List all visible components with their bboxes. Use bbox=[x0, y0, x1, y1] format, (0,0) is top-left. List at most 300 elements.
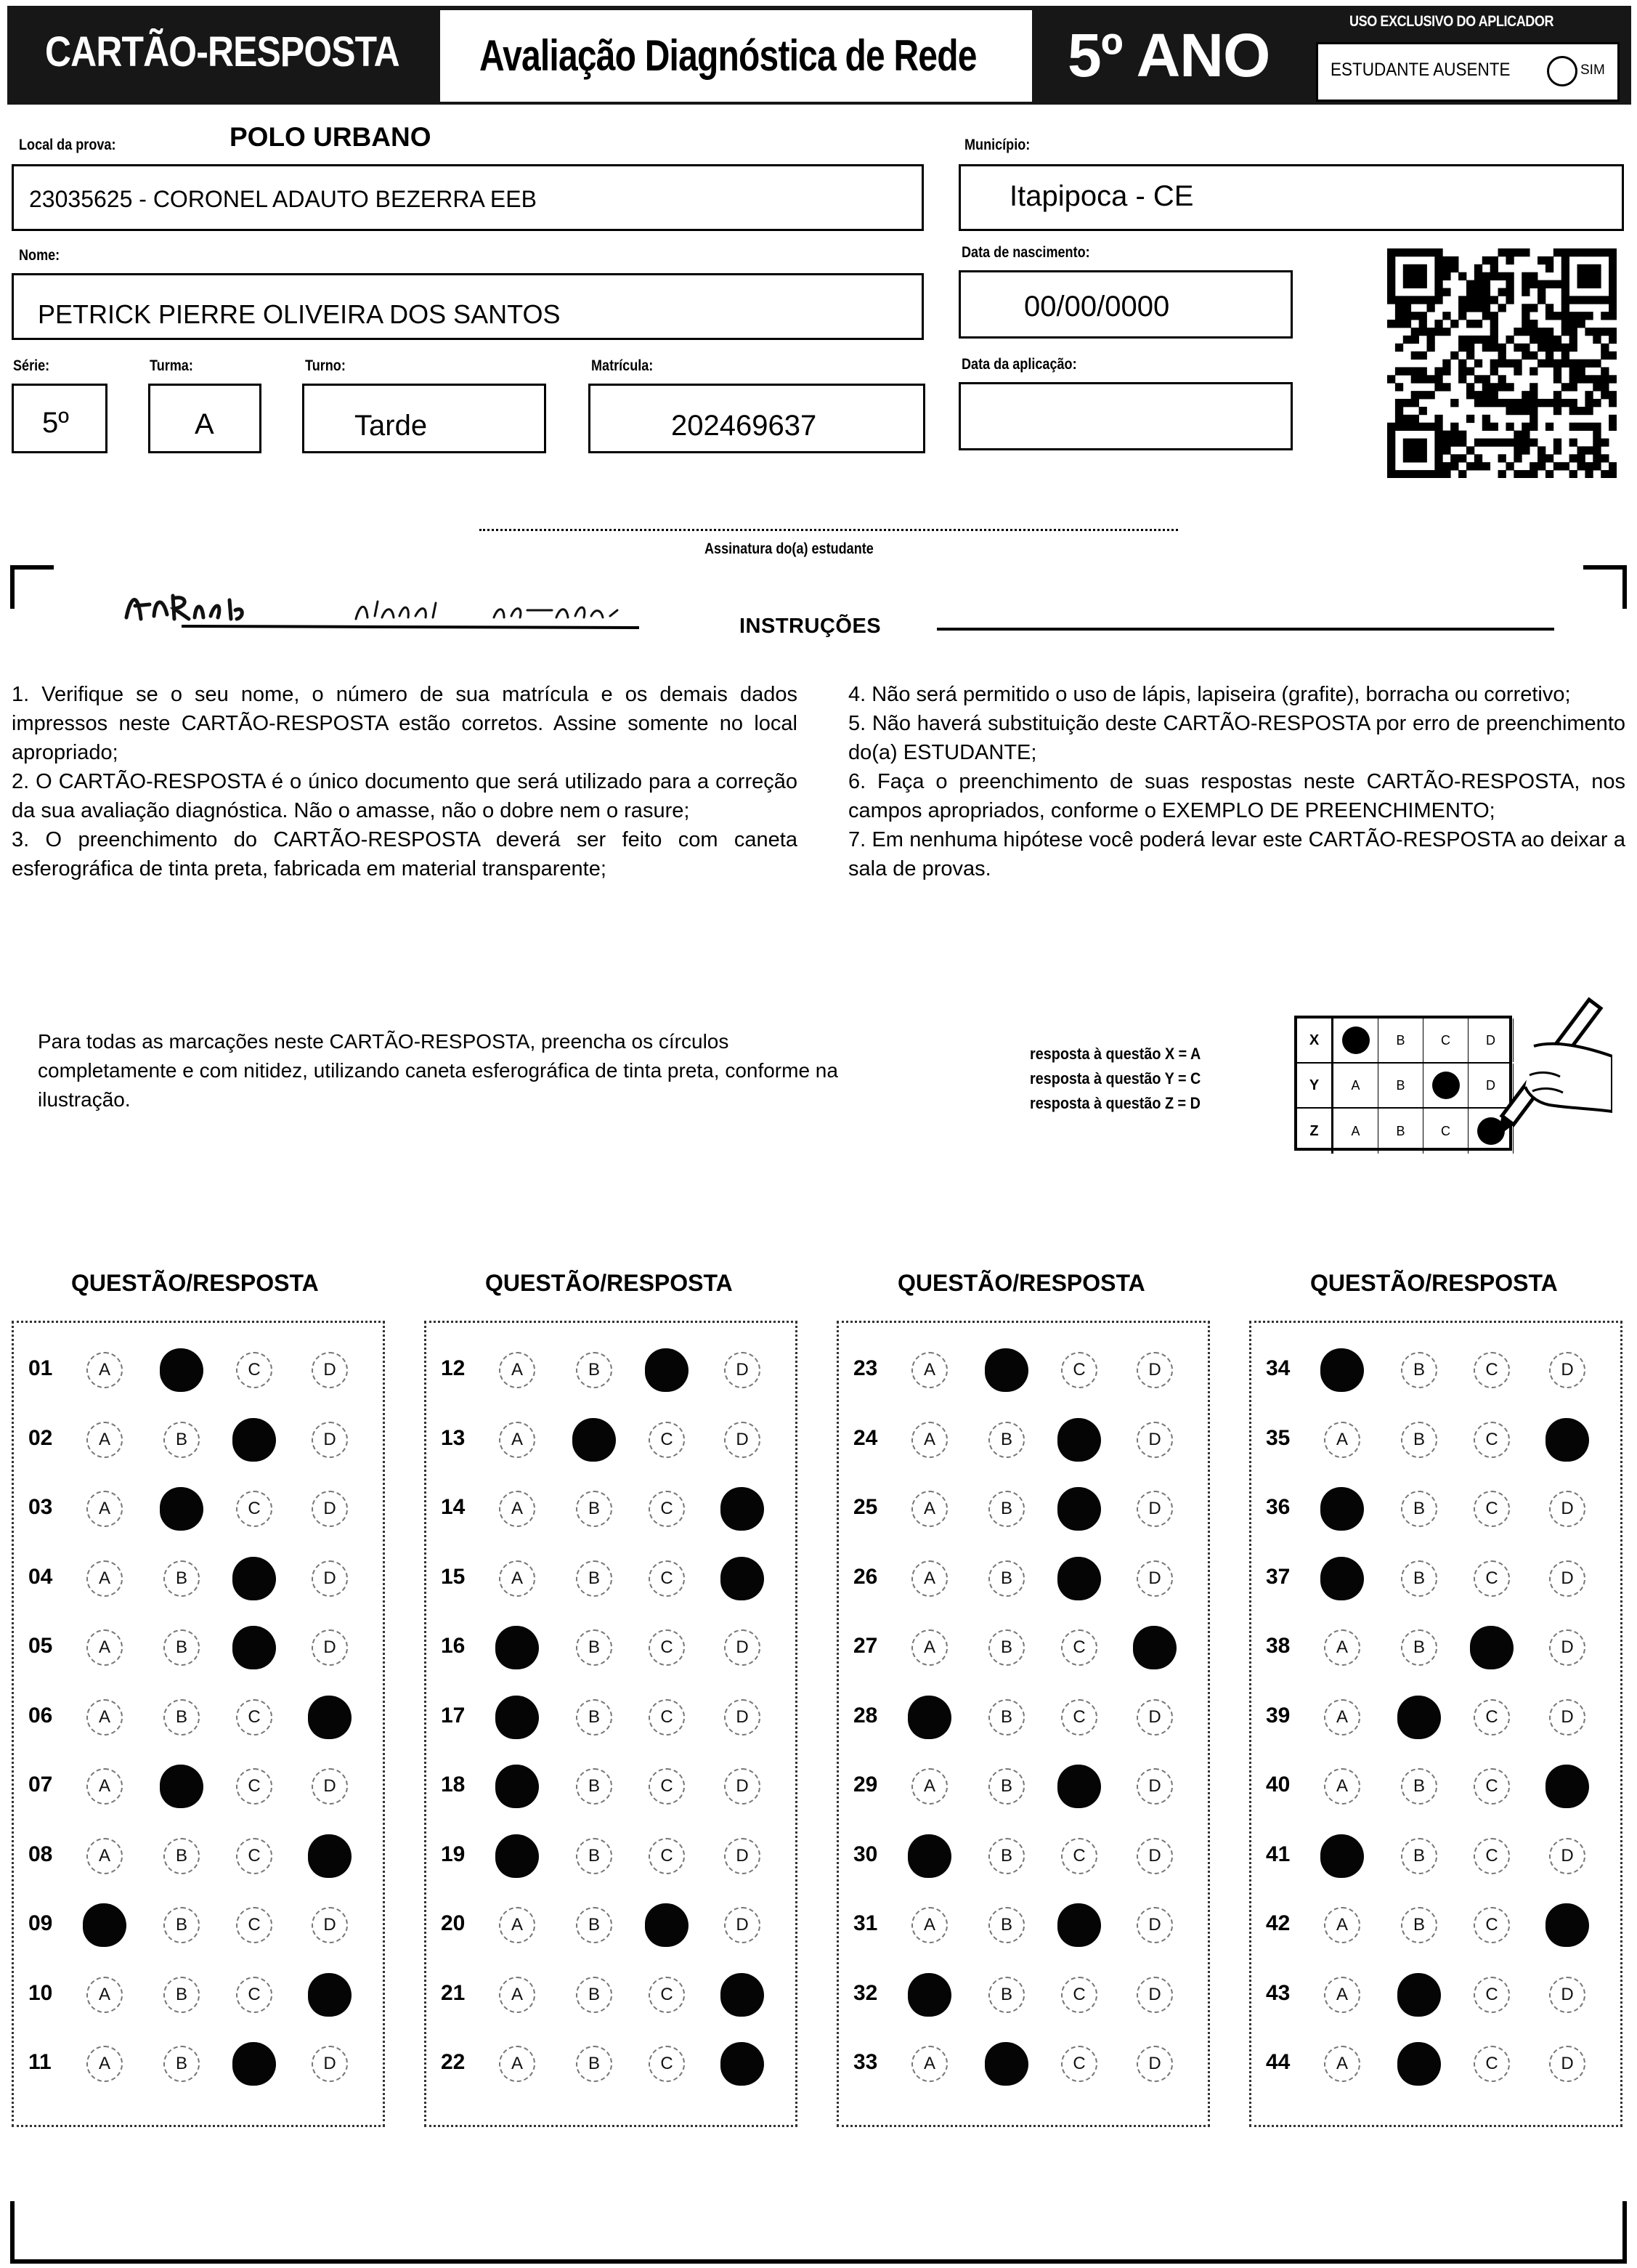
answer-bubble-b[interactable]: B bbox=[988, 1560, 1025, 1597]
answer-bubble-c[interactable]: C bbox=[649, 1560, 685, 1597]
answer-bubble-d[interactable]: D bbox=[1549, 1629, 1585, 1666]
example-question: X bbox=[1297, 1018, 1333, 1062]
example-question: Z bbox=[1297, 1109, 1333, 1154]
answer-bubble-d[interactable]: D bbox=[312, 1768, 348, 1805]
question-number: 10 bbox=[28, 1980, 53, 2005]
answer-bubble-d[interactable]: D bbox=[312, 1422, 348, 1458]
answer-bubble-c[interactable]: C bbox=[1474, 1699, 1510, 1736]
answer-bubble-b[interactable] bbox=[1397, 2042, 1441, 2086]
answer-bubble-c[interactable] bbox=[232, 1557, 276, 1600]
answer-bubble-b[interactable]: B bbox=[576, 1352, 612, 1388]
pen-hand-icon bbox=[1467, 995, 1612, 1148]
answer-bubble-c[interactable]: C bbox=[236, 1352, 272, 1388]
answer-bubble-a[interactable]: A bbox=[86, 2046, 123, 2082]
serie-label: Série: bbox=[13, 357, 50, 374]
answer-bubble-b[interactable] bbox=[1397, 1973, 1441, 2017]
answer-bubble-b[interactable]: B bbox=[576, 1977, 612, 2013]
answer-bubble-a[interactable]: A bbox=[1324, 1422, 1360, 1458]
answer-bubble-a[interactable] bbox=[495, 1696, 539, 1739]
answer-bubble-a[interactable]: A bbox=[1324, 2046, 1360, 2082]
answer-bubble-a[interactable] bbox=[1320, 1557, 1364, 1600]
example-bubble-c bbox=[1423, 1064, 1469, 1107]
question-row bbox=[1251, 1627, 1620, 1670]
answer-bubble-d[interactable]: D bbox=[724, 1629, 760, 1666]
answer-bubble-b[interactable] bbox=[985, 2042, 1028, 2086]
question-number: 20 bbox=[441, 1911, 466, 1935]
school-value: 23035625 - CORONEL ADAUTO BEZERRA EEB bbox=[29, 186, 537, 212]
answer-bubble-a[interactable]: A bbox=[499, 1907, 535, 1943]
turma-value: A bbox=[195, 408, 214, 440]
answer-bubble-c[interactable] bbox=[232, 2042, 276, 2086]
answer-bubble-b[interactable]: B bbox=[988, 1907, 1025, 1943]
answer-bubble-c[interactable] bbox=[232, 1626, 276, 1669]
answer-bubble-a[interactable]: A bbox=[499, 1422, 535, 1458]
answer-bubble-d[interactable] bbox=[720, 1973, 764, 2017]
answer-bubble-a[interactable]: A bbox=[911, 1768, 948, 1805]
answer-bubble-c[interactable]: C bbox=[649, 1629, 685, 1666]
question-number: 24 bbox=[853, 1425, 878, 1450]
answer-bubble-d[interactable] bbox=[720, 1557, 764, 1600]
answer-bubble-c[interactable]: C bbox=[1061, 1352, 1097, 1388]
question-number: 21 bbox=[441, 1980, 466, 2005]
nome-value: PETRICK PIERRE OLIVEIRA DOS SANTOS bbox=[38, 299, 561, 329]
question-block bbox=[1249, 1321, 1622, 2127]
answer-bubble-d[interactable]: D bbox=[1137, 2046, 1173, 2082]
answer-bubble-d[interactable]: D bbox=[1137, 1422, 1173, 1458]
answer-bubble-b[interactable]: B bbox=[988, 1838, 1025, 1874]
question-row bbox=[14, 1558, 383, 1601]
answer-bubble-b[interactable]: B bbox=[988, 1768, 1025, 1805]
answer-bubble-d[interactable] bbox=[308, 1973, 352, 2017]
question-row bbox=[426, 1488, 795, 1531]
example-bubble-b bbox=[1378, 1109, 1423, 1154]
answer-bubble-b[interactable]: B bbox=[1401, 1629, 1437, 1666]
answer-bubble-c[interactable]: C bbox=[236, 1907, 272, 1943]
answer-bubble-a[interactable]: A bbox=[86, 1352, 123, 1388]
instruction-item: 3. O preenchimento do CARTÃO-RESPOSTA deverá ser feito com caneta esferográfica de tinta preta, fabricada em material transparente; bbox=[12, 828, 797, 880]
question-number: 26 bbox=[853, 1564, 878, 1589]
question-row bbox=[839, 1488, 1208, 1531]
card-title: CARTÃO-RESPOSTA bbox=[45, 28, 399, 76]
example-bubble-label: D bbox=[1486, 1077, 1495, 1093]
answer-bubble-a[interactable]: A bbox=[499, 2046, 535, 2082]
instruction-item: 5. Não haverá substituição deste CARTÃO-RESPOSTA por erro de preenchimento do(a) ESTUDANTE; bbox=[848, 712, 1625, 764]
answer-bubble-b[interactable]: B bbox=[163, 2046, 200, 2082]
answer-bubble-a[interactable] bbox=[1320, 1348, 1364, 1392]
answer-bubble-a[interactable]: A bbox=[1324, 1629, 1360, 1666]
question-row bbox=[426, 1904, 795, 1948]
question-row bbox=[839, 1974, 1208, 2017]
answer-bubble-c[interactable] bbox=[1470, 1626, 1514, 1669]
signature-line bbox=[479, 529, 1178, 531]
answer-bubble-b[interactable] bbox=[572, 1418, 616, 1462]
answer-bubble-c[interactable]: C bbox=[1474, 1352, 1510, 1388]
question-row bbox=[839, 1349, 1208, 1393]
question-row bbox=[426, 1765, 795, 1809]
answer-bubble-b[interactable]: B bbox=[988, 1629, 1025, 1666]
question-block bbox=[12, 1321, 385, 2127]
nascimento-value: 00/00/0000 bbox=[1024, 291, 1170, 323]
question-row bbox=[839, 1558, 1208, 1601]
question-number: 36 bbox=[1266, 1495, 1291, 1519]
example-line-z: resposta à questão Z = D bbox=[1030, 1094, 1201, 1112]
answer-bubble-a[interactable] bbox=[908, 1973, 951, 2017]
answer-bubble-b[interactable]: B bbox=[576, 1768, 612, 1805]
question-row bbox=[426, 1974, 795, 2017]
answer-bubble-c[interactable]: C bbox=[1474, 1907, 1510, 1943]
question-number: 35 bbox=[1266, 1425, 1291, 1450]
answer-bubble-c[interactable]: C bbox=[1474, 1491, 1510, 1527]
frame-corner-top-left bbox=[10, 565, 54, 609]
question-row bbox=[839, 1696, 1208, 1740]
example-bubble-label: A bbox=[1351, 1123, 1360, 1138]
example-bubble-label: C bbox=[1441, 1123, 1450, 1138]
example-line-y: resposta à questão Y = C bbox=[1030, 1069, 1201, 1088]
question-row bbox=[1251, 1765, 1620, 1809]
answer-bubble-a[interactable]: A bbox=[86, 1838, 123, 1874]
answer-bubble-a[interactable]: A bbox=[1324, 1768, 1360, 1805]
question-number: 01 bbox=[28, 1356, 53, 1380]
question-row bbox=[14, 1765, 383, 1809]
question-row bbox=[14, 1974, 383, 2017]
answer-bubble-b[interactable]: B bbox=[988, 1422, 1025, 1458]
answer-bubble-d[interactable]: D bbox=[1137, 1838, 1173, 1874]
answer-bubble-d[interactable]: D bbox=[1137, 1699, 1173, 1736]
turno-value: Tarde bbox=[354, 410, 428, 442]
answer-bubble-a[interactable]: A bbox=[86, 1422, 123, 1458]
answer-bubble-d[interactable] bbox=[1133, 1626, 1177, 1669]
answer-bubble-b[interactable]: B bbox=[163, 1629, 200, 1666]
question-number: 41 bbox=[1266, 1842, 1291, 1866]
answer-bubble-d[interactable]: D bbox=[724, 1838, 760, 1874]
answer-bubble-c[interactable]: C bbox=[236, 1491, 272, 1527]
answer-bubble-c[interactable] bbox=[1057, 1765, 1101, 1808]
answer-bubble-c[interactable]: C bbox=[649, 2046, 685, 2082]
answer-bubble-d[interactable]: D bbox=[1549, 1699, 1585, 1736]
example-bubble-c bbox=[1423, 1018, 1469, 1062]
answer-bubble-d[interactable] bbox=[308, 1834, 352, 1878]
answer-bubble-b[interactable] bbox=[985, 1348, 1028, 1392]
answer-bubble-b[interactable]: B bbox=[163, 1560, 200, 1597]
instruction-item: 7. Em nenhuma hipótese você poderá levar este CARTÃO-RESPOSTA ao deixar a sala de provas. bbox=[848, 828, 1625, 880]
local-value: POLO URBANO bbox=[229, 122, 431, 152]
answer-bubble-b[interactable]: B bbox=[1401, 1352, 1437, 1388]
question-row bbox=[839, 1835, 1208, 1879]
answer-bubble-c[interactable] bbox=[1057, 1418, 1101, 1462]
answer-bubble-d[interactable]: D bbox=[1137, 1560, 1173, 1597]
answer-bubble-d[interactable]: D bbox=[1549, 2046, 1585, 2082]
question-number: 11 bbox=[28, 2050, 52, 2074]
answer-bubble-b[interactable]: B bbox=[576, 1629, 612, 1666]
question-number: 19 bbox=[441, 1842, 466, 1866]
answer-bubble-c[interactable]: C bbox=[236, 1977, 272, 2013]
example-bubble-label: B bbox=[1396, 1123, 1405, 1138]
question-number: 02 bbox=[28, 1425, 53, 1450]
grade-title: 5º ANO bbox=[1068, 21, 1270, 89]
question-row bbox=[14, 2043, 383, 2086]
turma-label: Turma: bbox=[150, 357, 193, 374]
question-row bbox=[14, 1627, 383, 1670]
question-number: 38 bbox=[1266, 1634, 1291, 1658]
answer-bubble-c[interactable]: C bbox=[1061, 1629, 1097, 1666]
fill-instruction-text: Para todas as marcações neste CARTÃO-RESPOSTA, preencha os círculos completamente e com nitidez, utilizando caneta esferográfica de tinta preta, conforme na ilustração. bbox=[38, 1030, 838, 1111]
answer-bubble-b[interactable]: B bbox=[576, 1560, 612, 1597]
answer-bubble-c[interactable] bbox=[1057, 1557, 1101, 1600]
answer-bubble-a[interactable]: A bbox=[86, 1491, 123, 1527]
matricula-value: 202469637 bbox=[671, 410, 817, 442]
question-row bbox=[1251, 1904, 1620, 1948]
question-number: 08 bbox=[28, 1842, 53, 1866]
question-number: 17 bbox=[441, 1703, 466, 1728]
answer-bubble-a[interactable] bbox=[495, 1626, 539, 1669]
answer-bubble-d[interactable]: D bbox=[1549, 1560, 1585, 1597]
question-row bbox=[426, 1835, 795, 1879]
answer-bubble-c[interactable]: C bbox=[236, 1768, 272, 1805]
answer-bubble-d[interactable]: D bbox=[312, 1907, 348, 1943]
answer-bubble-c[interactable]: C bbox=[1474, 1422, 1510, 1458]
answer-bubble-c[interactable]: C bbox=[1474, 1768, 1510, 1805]
question-row bbox=[426, 1558, 795, 1601]
answer-bubble-b[interactable]: B bbox=[163, 1907, 200, 1943]
answer-bubble-d[interactable]: D bbox=[312, 1560, 348, 1597]
question-number: 12 bbox=[441, 1356, 466, 1380]
answer-bubble-c[interactable]: C bbox=[1474, 1838, 1510, 1874]
answer-bubble-a[interactable] bbox=[495, 1765, 539, 1808]
answer-bubble-d[interactable] bbox=[1545, 1765, 1589, 1808]
frame-bottom bbox=[10, 2259, 1627, 2264]
answer-bubble-c[interactable]: C bbox=[236, 1838, 272, 1874]
answer-bubble-b[interactable]: B bbox=[988, 1699, 1025, 1736]
local-label: Local da prova: bbox=[19, 137, 116, 153]
answer-bubble-b[interactable]: B bbox=[163, 1838, 200, 1874]
answer-bubble-a[interactable] bbox=[908, 1834, 951, 1878]
question-number: 32 bbox=[853, 1980, 878, 2005]
answer-bubble-b[interactable]: B bbox=[576, 1699, 612, 1736]
block-header-1: QUESTÃO/RESPOSTA bbox=[71, 1270, 319, 1296]
answer-bubble-b[interactable]: B bbox=[576, 1491, 612, 1527]
answer-bubble-a[interactable]: A bbox=[86, 1768, 123, 1805]
answer-bubble-d[interactable]: D bbox=[312, 1629, 348, 1666]
answer-bubble-a[interactable]: A bbox=[86, 1699, 123, 1736]
question-number: 29 bbox=[853, 1773, 878, 1797]
answer-bubble-d[interactable]: D bbox=[724, 1352, 760, 1388]
answer-bubble-a[interactable]: A bbox=[911, 1352, 948, 1388]
answer-bubble-a[interactable]: A bbox=[86, 1629, 123, 1666]
question-row bbox=[426, 2043, 795, 2086]
answer-bubble-b[interactable]: B bbox=[988, 1491, 1025, 1527]
example-bubble-label: D bbox=[1486, 1032, 1495, 1048]
answer-bubble-d[interactable]: D bbox=[312, 1491, 348, 1527]
answer-bubble-a[interactable]: A bbox=[86, 1977, 123, 2013]
example-question: Y bbox=[1297, 1064, 1333, 1107]
question-row bbox=[14, 1349, 383, 1393]
answer-bubble-b[interactable]: B bbox=[576, 1907, 612, 1943]
instructions-rule bbox=[937, 628, 1554, 631]
answer-bubble-a[interactable]: A bbox=[499, 1352, 535, 1388]
instructions-left bbox=[12, 680, 797, 883]
answer-bubble-d[interactable] bbox=[720, 1487, 764, 1531]
answer-bubble-b[interactable]: B bbox=[163, 1977, 200, 2013]
answer-bubble-c[interactable]: C bbox=[649, 1422, 685, 1458]
answer-bubble-a[interactable]: A bbox=[86, 1560, 123, 1597]
answer-bubble-d[interactable]: D bbox=[1137, 1491, 1173, 1527]
question-number: 44 bbox=[1266, 2050, 1291, 2074]
answer-bubble-c[interactable]: C bbox=[649, 1491, 685, 1527]
answer-bubble-d[interactable]: D bbox=[1549, 1977, 1585, 2013]
answer-bubble-d[interactable]: D bbox=[1137, 1768, 1173, 1805]
question-number: 03 bbox=[28, 1495, 53, 1519]
answer-bubble-b[interactable]: B bbox=[576, 1838, 612, 1874]
question-number: 40 bbox=[1266, 1773, 1291, 1797]
answer-bubble-b[interactable]: B bbox=[1401, 1560, 1437, 1597]
question-number: 14 bbox=[441, 1495, 466, 1519]
answer-bubble-a[interactable] bbox=[1320, 1834, 1364, 1878]
question-number: 07 bbox=[28, 1773, 53, 1797]
answer-bubble-c[interactable]: C bbox=[649, 1838, 685, 1874]
absent-checkbox[interactable] bbox=[1547, 56, 1577, 86]
question-row bbox=[14, 1419, 383, 1462]
answer-bubble-a[interactable]: A bbox=[911, 1560, 948, 1597]
answer-bubble-c[interactable]: C bbox=[1474, 2046, 1510, 2082]
answer-bubble-a[interactable] bbox=[908, 1696, 951, 1739]
answer-bubble-b[interactable] bbox=[160, 1765, 203, 1808]
answer-bubble-a[interactable]: A bbox=[1324, 1699, 1360, 1736]
answer-bubble-b[interactable]: B bbox=[1401, 1838, 1437, 1874]
aplicacao-field bbox=[959, 382, 1293, 450]
answer-bubble-c[interactable] bbox=[1057, 1903, 1101, 1947]
evaluation-title: Avaliação Diagnóstica de Rede bbox=[479, 31, 977, 80]
question-row bbox=[839, 1765, 1208, 1809]
answer-bubble-a[interactable]: A bbox=[911, 1491, 948, 1527]
answer-bubble-c[interactable]: C bbox=[1061, 2046, 1097, 2082]
question-number: 06 bbox=[28, 1703, 53, 1728]
question-number: 31 bbox=[853, 1911, 878, 1935]
answer-bubble-c[interactable]: C bbox=[1061, 1838, 1097, 1874]
answer-bubble-d[interactable]: D bbox=[724, 1699, 760, 1736]
answer-bubble-b[interactable] bbox=[160, 1487, 203, 1531]
answer-bubble-a[interactable]: A bbox=[1324, 1977, 1360, 2013]
instruction-item: 1. Verifique se o seu nome, o número de sua matrícula e os demais dados impressos neste CARTÃO-RESPOSTA estão corretos. Assine somente no local apropriado; bbox=[12, 683, 797, 764]
answer-bubble-b[interactable]: B bbox=[1401, 1907, 1437, 1943]
answer-bubble-d[interactable]: D bbox=[312, 1352, 348, 1388]
signature-label: Assinatura do(a) estudante bbox=[704, 540, 874, 557]
question-row bbox=[839, 1419, 1208, 1462]
qr-code bbox=[1387, 248, 1617, 478]
answer-bubble-d[interactable]: D bbox=[1137, 1352, 1173, 1388]
question-row bbox=[14, 1835, 383, 1879]
question-number: 15 bbox=[441, 1564, 466, 1589]
answer-bubble-b[interactable]: B bbox=[1401, 1422, 1437, 1458]
answer-bubble-c[interactable] bbox=[645, 1903, 688, 1947]
answer-bubble-d[interactable]: D bbox=[1549, 1491, 1585, 1527]
answer-bubble-c[interactable] bbox=[1057, 1487, 1101, 1531]
answer-bubble-b[interactable] bbox=[1397, 1696, 1441, 1739]
answer-bubble-d[interactable] bbox=[308, 1696, 352, 1739]
question-block bbox=[424, 1321, 797, 2127]
municipio-value: Itapipoca - CE bbox=[1010, 180, 1194, 212]
answer-bubble-a[interactable]: A bbox=[499, 1977, 535, 2013]
answer-bubble-c[interactable]: C bbox=[236, 1699, 272, 1736]
answer-bubble-c[interactable]: C bbox=[1061, 1699, 1097, 1736]
answer-bubble-b[interactable]: B bbox=[163, 1422, 200, 1458]
serie-value: 5º bbox=[42, 407, 69, 439]
answer-bubble-c[interactable]: C bbox=[649, 1768, 685, 1805]
answer-bubble-a[interactable]: A bbox=[1324, 1907, 1360, 1943]
answer-bubble-c[interactable]: C bbox=[649, 1699, 685, 1736]
answer-bubble-d[interactable]: D bbox=[1549, 1352, 1585, 1388]
instruction-item: 4. Não será permitido o uso de lápis, lapiseira (grafite), borracha ou corretivo; bbox=[848, 683, 1571, 706]
answer-bubble-a[interactable]: A bbox=[499, 1491, 535, 1527]
question-row bbox=[1251, 1488, 1620, 1531]
answer-bubble-d[interactable]: D bbox=[724, 1907, 760, 1943]
answer-bubble-d[interactable]: D bbox=[1137, 1907, 1173, 1943]
question-number: 16 bbox=[441, 1634, 466, 1658]
answer-bubble-b[interactable]: B bbox=[1401, 1491, 1437, 1527]
answer-bubble-a[interactable] bbox=[83, 1903, 126, 1947]
answer-bubble-c[interactable] bbox=[645, 1348, 688, 1392]
question-number: 13 bbox=[441, 1425, 466, 1450]
answer-bubble-d[interactable]: D bbox=[724, 1768, 760, 1805]
question-block bbox=[837, 1321, 1210, 2127]
example-bubble-c bbox=[1423, 1109, 1469, 1154]
question-number: 34 bbox=[1266, 1356, 1291, 1380]
answer-bubble-c[interactable]: C bbox=[649, 1977, 685, 2013]
answer-bubble-d[interactable] bbox=[720, 2042, 764, 2086]
frame-corner-top-right bbox=[1583, 565, 1627, 609]
answer-bubble-d[interactable] bbox=[1545, 1903, 1589, 1947]
answer-bubble-c[interactable] bbox=[232, 1418, 276, 1462]
example-bubble-b bbox=[1378, 1018, 1423, 1062]
answer-bubble-a[interactable] bbox=[495, 1834, 539, 1878]
question-number: 23 bbox=[853, 1356, 878, 1380]
question-number: 30 bbox=[853, 1842, 878, 1866]
question-number: 04 bbox=[28, 1564, 53, 1589]
example-line-x: resposta à questão X = A bbox=[1030, 1045, 1201, 1063]
answer-bubble-d[interactable]: D bbox=[312, 2046, 348, 2082]
answer-bubble-a[interactable]: A bbox=[911, 1629, 948, 1666]
question-row bbox=[1251, 1835, 1620, 1879]
block-header-4: QUESTÃO/RESPOSTA bbox=[1310, 1270, 1558, 1296]
question-number: 42 bbox=[1266, 1911, 1291, 1935]
answer-bubble-c[interactable]: C bbox=[1474, 1977, 1510, 2013]
nome-label: Nome: bbox=[19, 247, 60, 264]
answer-bubble-b[interactable]: B bbox=[576, 2046, 612, 2082]
example-bubble-label: B bbox=[1396, 1077, 1405, 1093]
answer-bubble-b[interactable]: B bbox=[988, 1977, 1025, 2013]
answer-bubble-d[interactable]: D bbox=[1549, 1838, 1585, 1874]
answer-bubble-a[interactable]: A bbox=[911, 2046, 948, 2082]
answer-bubble-c[interactable]: C bbox=[1474, 1560, 1510, 1597]
question-row bbox=[14, 1488, 383, 1531]
question-number: 18 bbox=[441, 1773, 466, 1797]
answer-bubble-d[interactable] bbox=[1545, 1418, 1589, 1462]
answer-bubble-a[interactable]: A bbox=[499, 1560, 535, 1597]
question-row bbox=[426, 1349, 795, 1393]
question-row bbox=[426, 1696, 795, 1740]
answer-bubble-d[interactable]: D bbox=[1137, 1977, 1173, 2013]
answer-bubble-a[interactable]: A bbox=[911, 1422, 948, 1458]
absent-label: ESTUDANTE AUSENTE bbox=[1331, 60, 1511, 80]
answer-bubble-b[interactable]: B bbox=[163, 1699, 200, 1736]
answer-bubble-a[interactable]: A bbox=[911, 1907, 948, 1943]
answer-bubble-d[interactable]: D bbox=[724, 1422, 760, 1458]
block-header-3: QUESTÃO/RESPOSTA bbox=[898, 1270, 1145, 1296]
municipio-label: Município: bbox=[964, 137, 1031, 153]
answer-bubble-b[interactable] bbox=[160, 1348, 203, 1392]
answer-bubble-a[interactable] bbox=[1320, 1487, 1364, 1531]
answer-bubble-b[interactable]: B bbox=[1401, 1768, 1437, 1805]
answer-bubble-c[interactable]: C bbox=[1061, 1977, 1097, 2013]
